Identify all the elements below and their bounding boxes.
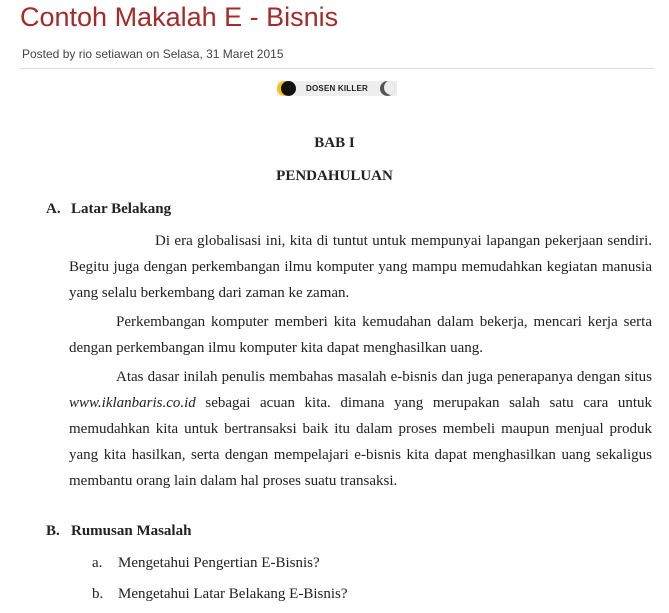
moon-right-icon [380, 81, 395, 96]
list-marker: b. [92, 586, 104, 602]
post-meta: Posted by rio setiawan on Selasa, 31 Maret 2015 [22, 47, 284, 61]
post-title[interactable]: Contoh Makalah E - Bisnis [20, 2, 339, 32]
section-b-title: Rumusan Masalah [71, 523, 192, 539]
section-b-number: B. [46, 523, 60, 539]
paragraph-3 [69, 364, 652, 494]
section-a-heading [46, 199, 171, 219]
section-b-heading [46, 521, 191, 541]
list-marker: a. [92, 555, 103, 571]
paragraph-2: Perkembangan komputer memberi kita kemudahan dalam bekerja, mencari kerja serta dengan perkembangan ilmu komputer kita dapat menghasilkan uang. [69, 314, 652, 356]
dosen-killer-badge[interactable] [277, 81, 397, 96]
section-a-number: A. [46, 201, 61, 217]
paragraph-3-text-end: sebagai acuan kita. dimana yang merupakan salah satu cara untuk memudahkan kita untuk bertransaksi baik itu dalam proses membeli maupun menjual produk yang kita hasilkan, serta dengan mempelajari e-bisnis kita dapat menghasilkan uang sekaligus membantu orang lain dalam hal proses suatu transaksi. [69, 395, 652, 489]
list-item [92, 553, 320, 573]
list-item-text: Mengetahui Pengertian E-Bisnis? [118, 555, 320, 571]
chapter-title: PENDAHULUAN [276, 168, 393, 184]
section-a-title: Latar Belakang [71, 201, 172, 217]
list-item [92, 584, 348, 604]
meta-divider [20, 68, 654, 69]
list-item-text: Mengetahui Latar Belakang E-Bisnis? [118, 586, 348, 602]
paragraph-3-text-start: Atas dasar inilah penulis membahas masalah e-bisnis dan juga penerapanya dengan situs [116, 369, 652, 385]
paragraph-1: Di era globalisasi ini, kita di tuntut untuk mempunyai lapangan pekerjaan sendiri. Begitu juga dengan perkembangan ilmu komputer yang mampu memudahkan kegiatan manusia yang selalu berkembang dari zaman ke zaman. [69, 233, 652, 301]
badge-text: DOSEN KILLER [306, 84, 368, 93]
moon-left-icon [277, 81, 292, 96]
site-link[interactable]: www.iklanbaris.co.id [69, 395, 196, 411]
chapter-heading: BAB I [314, 135, 355, 151]
